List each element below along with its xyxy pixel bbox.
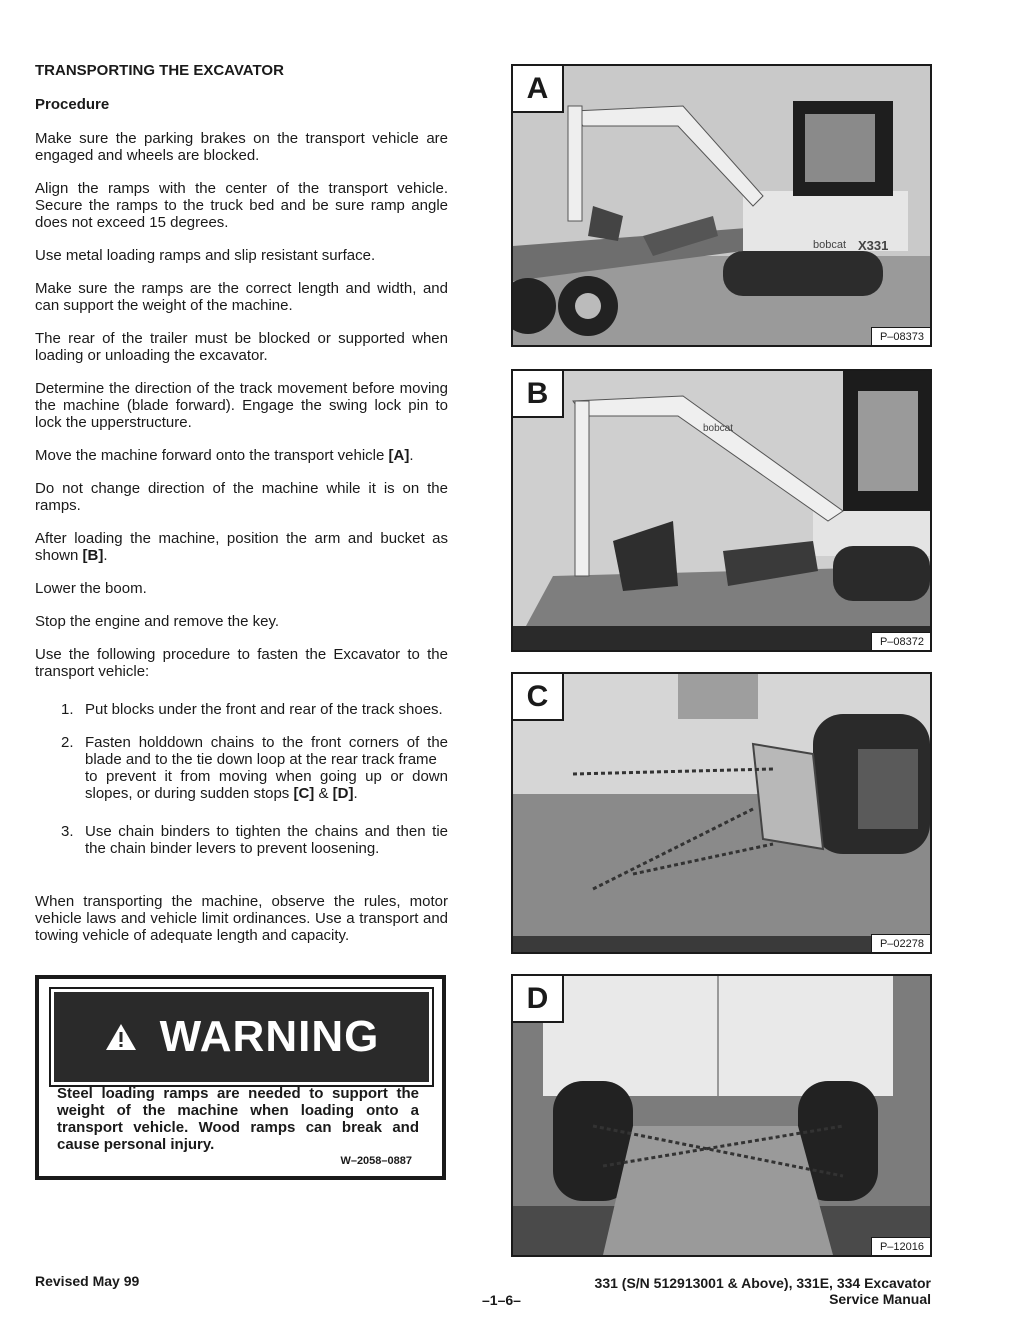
paragraph: The rear of the trailer must be blocked or supported when loading or unloading the excavator. bbox=[35, 330, 448, 364]
figure-letter: B bbox=[513, 371, 564, 418]
paragraph: Make sure the ramps are the correct length and width, and can support the weight of the machine. bbox=[35, 280, 448, 314]
figure-letter: A bbox=[513, 66, 564, 113]
excavator-loading-image bbox=[513, 66, 930, 345]
figure-code: P–08373 bbox=[871, 327, 930, 345]
figure-c-photo bbox=[511, 672, 932, 954]
move-forward-paragraph: Move the machine forward onto the transport vehicle [A]. bbox=[35, 447, 414, 464]
text-column bbox=[35, 62, 448, 857]
paragraph: Determine the direction of the track movement before moving the machine (blade forward). Engage the swing lock pin to lock the upperstructure. bbox=[35, 380, 448, 431]
subsection-title: Procedure bbox=[35, 96, 110, 113]
figure-d-photo bbox=[511, 974, 932, 1257]
list-item: 3. Use chain binders to tighten the chains and then tie the chain binder levers to prevent loosening. bbox=[61, 823, 448, 857]
figure-letter: C bbox=[513, 674, 564, 721]
paragraph: Stop the engine and remove the key. bbox=[35, 613, 280, 630]
blade-chain-image bbox=[513, 674, 930, 952]
decal-brand: bobcat bbox=[813, 239, 847, 251]
warning-code: W–2058–0887 bbox=[340, 1155, 412, 1167]
warning-text: Steel loading ramps are needed to support the weight of the machine when loading onto a transport vehicle. Wood ramps can break and cause personal injury. bbox=[57, 1085, 419, 1153]
excavator-on-trailer-image bbox=[513, 371, 930, 650]
warning-banner bbox=[51, 989, 432, 1085]
rear-track-chain-image bbox=[513, 976, 930, 1255]
footer-manual: Service Manual bbox=[829, 1291, 931, 1307]
warning-title: WARNING bbox=[159, 1012, 380, 1061]
figure-code: P–12016 bbox=[871, 1237, 930, 1255]
paragraph: Make sure the parking brakes on the transport vehicle are engaged and wheels are blocked. bbox=[35, 130, 448, 164]
figure-b-photo bbox=[511, 369, 932, 652]
footer-revised: Revised May 99 bbox=[35, 1273, 140, 1289]
warning-triangle-icon bbox=[104, 1022, 138, 1052]
decal-brand: bobcat bbox=[703, 423, 734, 434]
figure-ref-d: [D] bbox=[332, 785, 354, 802]
decal-model: X331 bbox=[858, 238, 889, 253]
figure-code: P–08372 bbox=[871, 632, 930, 650]
paragraph: Do not change direction of the machine while it is on the ramps. bbox=[35, 480, 448, 514]
warning-box bbox=[35, 975, 446, 1180]
paragraph: Use the following procedure to fasten the Excavator to the transport vehicle: bbox=[35, 646, 448, 680]
list-item: 2. Fasten holddown chains to the front corners of the blade and to the tie down loop at the rear track frame to prevent it from moving when going up or down slopes, or during sudden stops [C] & [D]. bbox=[61, 734, 448, 802]
fastening-steps bbox=[35, 701, 448, 857]
figure-ref-c: [C] bbox=[293, 785, 315, 802]
transport-rules-paragraph: When transporting the machine, observe the rules, motor vehicle laws and vehicle limit ordinances. Use a transport and towing vehicle of adequate length and capacity. bbox=[35, 893, 448, 944]
figure-ref-a: [A] bbox=[388, 447, 410, 464]
list-item: 1. Put blocks under the front and rear of the track shoes. bbox=[61, 701, 443, 718]
page-number: –1–6– bbox=[482, 1292, 521, 1308]
after-loading-paragraph: After loading the machine, position the arm and bucket as shown [B]. bbox=[35, 530, 448, 564]
paragraph: Lower the boom. bbox=[35, 580, 147, 597]
figure-ref-b: [B] bbox=[82, 547, 104, 564]
paragraph: Use metal loading ramps and slip resistant surface. bbox=[35, 247, 376, 264]
figure-a-photo bbox=[511, 64, 932, 347]
figure-letter: D bbox=[513, 976, 564, 1023]
section-title: TRANSPORTING THE EXCAVATOR bbox=[35, 62, 284, 79]
figure-code: P–02278 bbox=[871, 934, 930, 952]
paragraph: Align the ramps with the center of the transport vehicle. Secure the ramps to the truck bed and be sure ramp angle does not exceed 15 degrees. bbox=[35, 180, 448, 231]
footer-model-line: 331 (S/N 512913001 & Above), 331E, 334 Excavator bbox=[594, 1275, 931, 1291]
footer-manual-title bbox=[595, 1275, 931, 1307]
